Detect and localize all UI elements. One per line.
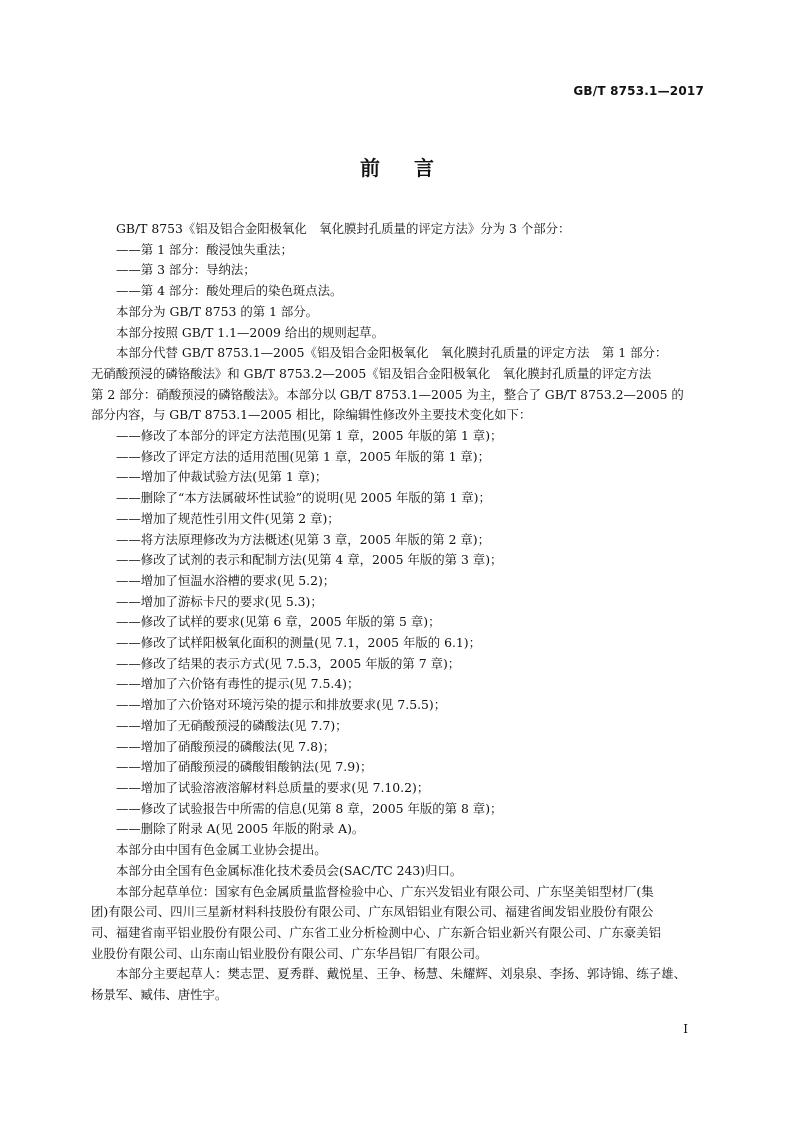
proposed-by-paragraph: 本部分由中国有色金属工业协会提出。 (116, 842, 327, 858)
foreword-body (91, 219, 708, 1006)
change-list-item: ——增加了游标卡尺的要求(见 5.3)； (116, 593, 323, 609)
centralized-by-paragraph: 本部分由全国有色金属标准化技术委员会(SAC/TC 243)归口。 (116, 862, 463, 878)
part-list-item: ——第 4 部分：酸处理后的染色斑点法。 (116, 283, 343, 299)
change-list-item: ——修改了试样的要求(见第 6 章，2005 年版的第 5 章)； (116, 614, 441, 630)
replaces-line: 部分内容，与 GB/T 8753.1—2005 相比，除编辑性修改外主要技术变化如下： (91, 407, 532, 423)
change-list-item: ——增加了试验溶液溶解材料总质量的要求(见 7.10.2)； (116, 779, 430, 795)
change-list-item: ——修改了试剂的表示和配制方法(见第 4 章，2005 年版的第 3 章)； (116, 552, 503, 568)
change-list-item: ——增加了六价铬对环境污染的提示和排放要求(见 7.5.5)； (116, 697, 447, 713)
drafting-units-line: 业股份有限公司、山东南山铝业股份有限公司、广东华昌铝厂有限公司。 (91, 945, 488, 961)
change-list-item: ——增加了仲裁试验方法(见第 1 章)； (116, 469, 328, 485)
replaces-line: 本部分代替 GB/T 8753.1—2005《铝及铝合金阳极氧化 氧化膜封孔质量的评定方法 第 1 部分： (116, 345, 668, 361)
change-list-item: ——增加了六价铬有毒性的提示(见 7.5.4)； (116, 676, 360, 692)
standard-code: GB/T 8753.1—2017 (573, 84, 704, 98)
replaces-line: 无硝酸预浸的磷铬酸法》和 GB/T 8753.2—2005《铝及铝合金阳极氧化 氧化膜封孔质量的评定方法 (91, 365, 652, 381)
replaces-line: 第 2 部分：硝酸预浸的磷铬酸法》。本部分以 GB/T 8753.1—2005 为主，整合了 GB/T 8753.2—2005 的 (91, 386, 684, 402)
change-list-item: ——增加了无硝酸预浸的磷酸法(见 7.7)； (116, 717, 348, 733)
drafters-line: 本部分主要起草人：樊志罡、夏秀群、戴悦星、王争、杨慧、朱耀辉、刘泉泉、李扬、郭诗锦、练子雄、 (116, 966, 686, 982)
intro-paragraph: GB/T 8753《铝及铝合金阳极氧化 氧化膜封孔质量的评定方法》分为 3 个部分： (116, 221, 571, 236)
drafting-units-line: 司、福建省南平铝业股份有限公司、广东省工业分析检测中心、广东新合铝业新兴有限公司、广东豪美铝 (91, 924, 661, 940)
change-list-item: ——修改了试样阳极氧化面积的测量(见 7.1，2005 年版的 6.1)； (116, 635, 482, 651)
change-list-item: ——增加了硝酸预浸的磷酸法(见 7.8)； (116, 738, 336, 754)
drafting-units-line: 本部分起草单位：国家有色金属质量监督检验中心、广东兴发铝业有限公司、广东坚美铝型材厂(集 (116, 883, 654, 899)
page-title: 前言 (360, 156, 468, 180)
part-list-item: ——第 1 部分：酸浸蚀失重法； (116, 241, 293, 257)
part-of-paragraph: 本部分为 GB/T 8753 的第 1 部分。 (116, 303, 319, 319)
change-list-item: ——将方法原理修改为方法概述(见第 3 章，2005 年版的第 2 章)； (116, 531, 491, 547)
change-list-item: ——增加了规范性引用文件(见第 2 章)； (116, 510, 340, 526)
change-list-item: ——修改了试验报告中所需的信息(见第 8 章，2005 年版的第 8 章)； (116, 800, 503, 816)
change-list-item: ——修改了结果的表示方式(见 7.5.3，2005 年版的第 7 章)； (116, 655, 461, 671)
change-list-item: ——增加了恒温水浴槽的要求(见 5.2)； (116, 572, 336, 588)
change-list-item: ——修改了本部分的评定方法范围(见第 1 章，2005 年版的第 1 章)； (116, 428, 503, 444)
change-list-item: ——增加了硝酸预浸的磷酸钼酸钠法(见 7.9)； (116, 759, 373, 775)
drafting-units-line: 团)有限公司、四川三星新材料科技股份有限公司、广东凤铝铝业有限公司、福建省闽发铝业股份有限公 (91, 904, 654, 920)
part-list-item: ——第 3 部分：导纳法； (116, 262, 256, 278)
drafters-line: 杨景军、臧伟、唐性宇。 (91, 987, 228, 1003)
page-number: I (683, 1022, 688, 1036)
change-list-item: ——修改了评定方法的适用范围(见第 1 章，2005 年版的第 1 章)； (116, 448, 491, 464)
change-list-item: ——删除了“本方法属破坏性试验”的说明(见 2005 年版的第 1 章)； (116, 490, 491, 506)
drafting-rules-paragraph: 本部分按照 GB/T 1.1—2009 给出的规则起草。 (116, 324, 384, 340)
change-list-item: ——删除了附录 A(见 2005 年版的附录 A)。 (116, 821, 365, 837)
